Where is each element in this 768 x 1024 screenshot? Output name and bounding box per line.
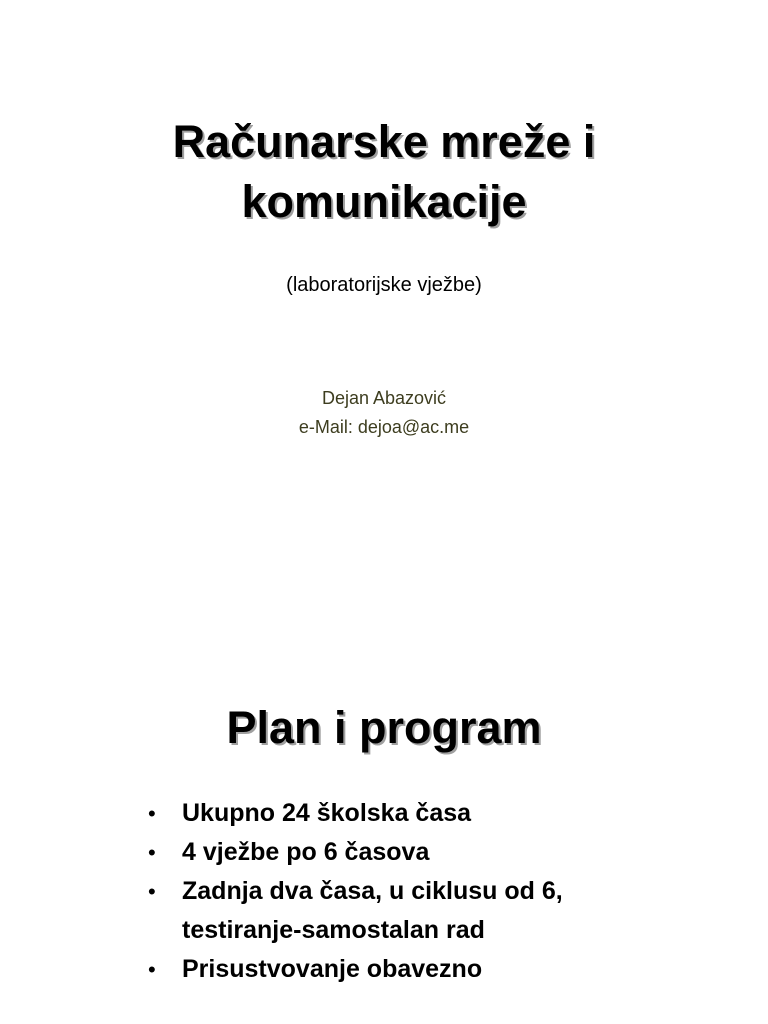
bullet-marker: • xyxy=(148,879,156,904)
author-email: e-Mail: dejoa@ac.me xyxy=(298,417,470,437)
author-block xyxy=(0,384,768,442)
plan-slide xyxy=(0,690,768,1024)
bullet-marker: • xyxy=(148,801,156,826)
title-line-2: komunikacije xyxy=(241,176,527,227)
bullet-continuation xyxy=(148,911,668,950)
bullet-text: 4 vježbe po 6 časova xyxy=(182,838,430,866)
plan-title: Plan i program xyxy=(226,702,542,753)
bullet-item xyxy=(148,833,668,872)
bullet-item xyxy=(148,872,668,911)
bullet-text: Zadnja dva časa, u ciklusu od 6, xyxy=(182,877,563,905)
bullet-text: testiranje-samostalan rad xyxy=(182,916,485,944)
bullet-marker: • xyxy=(148,957,156,982)
slide-subtitle: (laboratorijske vježbe) xyxy=(286,274,482,296)
slide-title xyxy=(0,112,768,232)
bullet-text: Ukupno 24 školska časa xyxy=(182,799,472,827)
author-name: Dejan Abazović xyxy=(321,388,447,408)
bullet-list xyxy=(148,794,668,989)
bullet-text: Prisustvovanje obavezno xyxy=(182,955,483,983)
bullet-marker: • xyxy=(148,840,156,865)
title-line-1: Računarske mreže i xyxy=(172,116,596,167)
bullet-item xyxy=(148,794,668,833)
bullet-item xyxy=(148,950,668,989)
